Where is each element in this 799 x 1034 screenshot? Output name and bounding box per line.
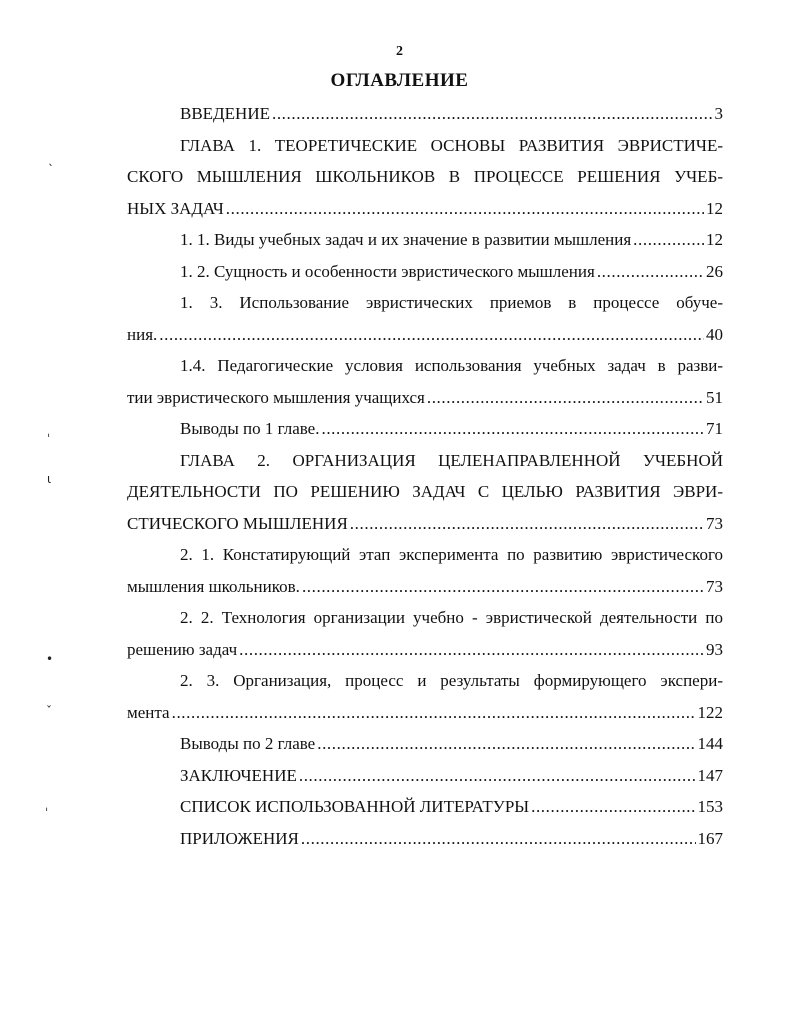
leader-dots xyxy=(633,224,704,256)
toc-page-number: 73 xyxy=(706,513,723,533)
leader-dots xyxy=(302,571,704,603)
toc-entry-text: мышления школьников. xyxy=(127,576,300,596)
toc-entry-lead-text: 2. 1. Констатирующий этап эксперимента по развитию эвристического xyxy=(180,545,723,564)
toc-entry-section-2-3[interactable] xyxy=(127,665,723,728)
toc-entry-text: ВВЕДЕНИЕ xyxy=(180,104,270,123)
toc-page-number: 12 xyxy=(706,230,723,249)
toc-entry-text: мента xyxy=(127,702,170,722)
toc-entry-appendices[interactable] xyxy=(127,823,723,855)
leader-dots xyxy=(239,634,704,666)
toc-page-number: 40 xyxy=(706,324,723,344)
toc-page-number: 153 xyxy=(697,797,723,816)
leader-dots xyxy=(272,98,713,130)
toc-entry-text: решению задач xyxy=(127,639,238,659)
toc-entry-lead-text: 1.4. Педагогические условия использования учебных задач в разви- xyxy=(180,356,723,375)
toc-entry-references[interactable] xyxy=(127,791,723,823)
table-of-contents xyxy=(127,98,723,854)
toc-entry-text: ния. xyxy=(127,324,158,344)
leader-dots xyxy=(159,319,704,351)
leader-dots xyxy=(299,760,696,792)
scan-speck: ˌ xyxy=(45,798,49,812)
toc-entry-section-1-3[interactable] xyxy=(127,287,723,350)
toc-entry-introduction[interactable] xyxy=(127,98,723,130)
toc-entry-lead-text: 1. 3. Использование эвристических приемов в процессе обуче- xyxy=(180,293,723,312)
toc-entry-section-1-1[interactable] xyxy=(127,224,723,256)
toc-page-number: 3 xyxy=(714,104,723,123)
scan-speck: • xyxy=(46,652,54,666)
toc-entry-section-1-2[interactable] xyxy=(127,256,723,288)
toc-entry-text: ПРИЛОЖЕНИЯ xyxy=(180,828,299,848)
toc-entry-chapter-2[interactable] xyxy=(127,445,723,540)
toc-entry-text: Выводы по 2 главе xyxy=(180,734,316,753)
toc-entry-chapter-1-conclusions[interactable] xyxy=(127,413,723,445)
scan-speck: ˇ xyxy=(46,704,52,718)
toc-entry-text: СТИЧЕСКОГО МЫШЛЕНИЯ xyxy=(127,513,348,533)
toc-entry-section-1-4[interactable] xyxy=(127,350,723,413)
toc-entry-lead-text: ГЛАВА 1. ТЕОРЕТИЧЕСКИЕ ОСНОВЫ РАЗВИТИЯ ЭВРИСТИЧЕ- СКОГО МЫШЛЕНИЯ ШКОЛЬНИКОВ В ПРОЦЕССЕ РЕШЕНИЯ УЧЕБ- xyxy=(127,135,723,186)
toc-entry-conclusion[interactable] xyxy=(127,760,723,792)
toc-page-number: 93 xyxy=(706,639,723,659)
toc-entry-text: 1. 2. Сущность и особенности эвристического мышления xyxy=(180,261,595,281)
toc-entry-chapter-2-conclusions[interactable] xyxy=(127,728,723,760)
toc-page-number: 144 xyxy=(697,734,723,753)
leader-dots xyxy=(301,823,696,855)
leader-dots xyxy=(226,193,704,225)
toc-entry-text: ЗАКЛЮЧЕНИЕ xyxy=(180,765,297,785)
page-number: 2 xyxy=(396,44,403,59)
leader-dots xyxy=(350,508,704,540)
toc-page-number: 73 xyxy=(706,576,723,596)
toc-page-number: 26 xyxy=(706,261,723,281)
toc-entry-section-2-2[interactable] xyxy=(127,602,723,665)
toc-page-number: 122 xyxy=(697,702,723,722)
toc-entry-lead-text: ГЛАВА 2. ОРГАНИЗАЦИЯ ЦЕЛЕНАПРАВЛЕННОЙ УЧЕБНОЙ ДЕЯТЕЛЬНОСТИ ПО РЕШЕНИЮ ЗАДАЧ С ЦЕЛЬЮ РАЗВИТИЯ ЭВРИ- xyxy=(127,450,723,501)
toc-entry-lead-text: 2. 2. Технология организации учебно - эвристической деятельности по xyxy=(180,608,723,627)
toc-entry-chapter-1[interactable] xyxy=(127,130,723,225)
toc-page-number: 51 xyxy=(706,387,723,407)
scan-speck: ˎ xyxy=(48,152,54,166)
leader-dots xyxy=(321,413,704,445)
toc-entry-text: НЫХ ЗАДАЧ xyxy=(127,198,224,218)
toc-page-number: 147 xyxy=(697,765,723,785)
toc-entry-text: тии эвристического мышления учащихся xyxy=(127,387,425,407)
toc-entry-section-2-1[interactable] xyxy=(127,539,723,602)
toc-entry-lead-text: 2. 3. Организация, процесс и результаты формирующего экспери- xyxy=(180,671,723,690)
leader-dots xyxy=(172,697,696,729)
toc-entry-text: 1. 1. Виды учебных задач и их значение в развитии мышления xyxy=(180,230,632,249)
toc-title: ОГЛАВЛЕНИЕ xyxy=(330,70,469,91)
leader-dots xyxy=(531,791,695,823)
scan-speck: ˈ xyxy=(47,432,51,446)
toc-entry-text: СПИСОК ИСПОЛЬЗОВАННОЙ ЛИТЕРАТУРЫ xyxy=(180,797,530,816)
toc-page-number: 12 xyxy=(706,198,723,218)
toc-page-number: 167 xyxy=(697,828,723,848)
leader-dots xyxy=(597,256,704,288)
toc-page-number: 71 xyxy=(706,419,723,438)
scan-speck: ι xyxy=(47,472,52,486)
toc-entry-text: Выводы по 1 главе. xyxy=(180,419,320,438)
leader-dots xyxy=(317,728,695,760)
leader-dots xyxy=(427,382,704,414)
